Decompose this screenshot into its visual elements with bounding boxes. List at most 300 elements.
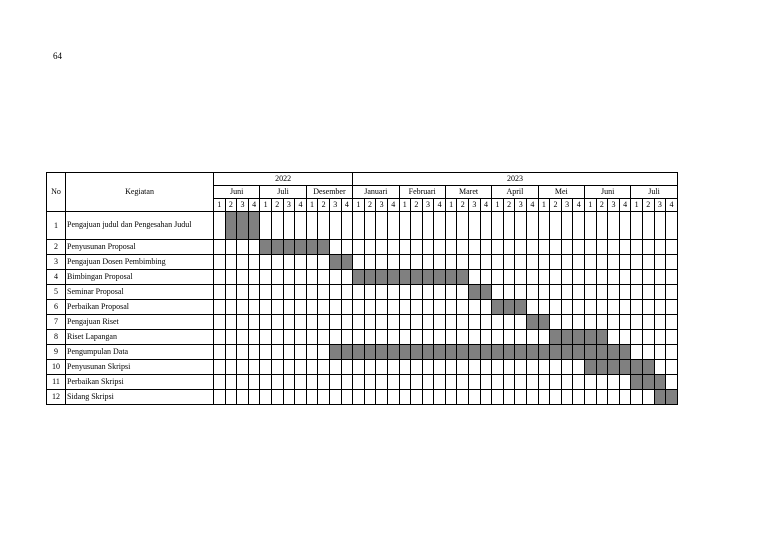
- row-number: 6: [47, 300, 66, 315]
- week-cell: [480, 300, 492, 315]
- week-cell: [295, 330, 307, 345]
- shaded-week-cell: [608, 360, 620, 375]
- week-cell: [225, 270, 237, 285]
- week-cell: [341, 315, 353, 330]
- week-cell: [306, 375, 318, 390]
- week-cell: [434, 285, 446, 300]
- week-cell: [492, 360, 504, 375]
- week-cell: [550, 255, 562, 270]
- week-cell: [318, 300, 330, 315]
- week-cell: [585, 240, 597, 255]
- week-cell: [469, 315, 481, 330]
- week-cell: [248, 330, 260, 345]
- week-header: 4: [527, 199, 539, 212]
- shaded-week-cell: [561, 330, 573, 345]
- shaded-week-cell: [434, 345, 446, 360]
- week-cell: [480, 390, 492, 405]
- row-number: 10: [47, 360, 66, 375]
- week-cell: [225, 375, 237, 390]
- month-header: Desember: [306, 186, 352, 199]
- week-cell: [225, 315, 237, 330]
- week-cell: [608, 300, 620, 315]
- week-header: 1: [214, 199, 226, 212]
- week-cell: [341, 330, 353, 345]
- week-header: 4: [341, 199, 353, 212]
- week-cell: [445, 315, 457, 330]
- week-cell: [260, 285, 272, 300]
- week-cell: [214, 255, 226, 270]
- year-header-row: [47, 173, 678, 186]
- week-cell: [353, 375, 365, 390]
- week-cell: [318, 212, 330, 240]
- shaded-week-cell: [237, 212, 249, 240]
- week-cell: [561, 300, 573, 315]
- week-cell: [376, 390, 388, 405]
- week-cell: [237, 300, 249, 315]
- week-cell: [608, 330, 620, 345]
- week-cell: [214, 285, 226, 300]
- week-cell: [376, 315, 388, 330]
- week-cell: [469, 390, 481, 405]
- week-cell: [619, 240, 631, 255]
- week-header: 1: [399, 199, 411, 212]
- week-cell: [283, 255, 295, 270]
- week-cell: [329, 375, 341, 390]
- week-cell: [376, 375, 388, 390]
- week-cell: [561, 255, 573, 270]
- week-cell: [550, 285, 562, 300]
- week-header: 2: [225, 199, 237, 212]
- week-cell: [248, 315, 260, 330]
- week-cell: [469, 300, 481, 315]
- week-cell: [283, 212, 295, 240]
- week-cell: [642, 285, 654, 300]
- week-cell: [550, 375, 562, 390]
- week-cell: [283, 390, 295, 405]
- week-cell: [457, 285, 469, 300]
- week-cell: [585, 255, 597, 270]
- row-number: 12: [47, 390, 66, 405]
- week-cell: [666, 300, 678, 315]
- shaded-week-cell: [642, 360, 654, 375]
- week-cell: [237, 375, 249, 390]
- shaded-week-cell: [306, 240, 318, 255]
- week-cell: [538, 300, 550, 315]
- shaded-week-cell: [422, 270, 434, 285]
- shaded-week-cell: [631, 375, 643, 390]
- week-cell: [492, 270, 504, 285]
- week-cell: [654, 285, 666, 300]
- week-cell: [329, 270, 341, 285]
- week-cell: [387, 375, 399, 390]
- week-cell: [619, 255, 631, 270]
- col-header-activity: Kegiatan: [66, 173, 214, 212]
- week-cell: [608, 255, 620, 270]
- week-cell: [329, 285, 341, 300]
- week-cell: [631, 240, 643, 255]
- shaded-week-cell: [469, 285, 481, 300]
- table-row: [47, 360, 678, 375]
- week-cell: [631, 255, 643, 270]
- week-cell: [283, 360, 295, 375]
- activity-name: Pengajuan Riset: [66, 315, 214, 330]
- week-cell: [585, 375, 597, 390]
- week-cell: [214, 375, 226, 390]
- week-cell: [434, 255, 446, 270]
- shaded-week-cell: [341, 255, 353, 270]
- table-row: [47, 270, 678, 285]
- shaded-week-cell: [631, 360, 643, 375]
- shaded-week-cell: [573, 345, 585, 360]
- week-cell: [457, 375, 469, 390]
- week-cell: [434, 360, 446, 375]
- shaded-week-cell: [538, 345, 550, 360]
- week-header: 3: [654, 199, 666, 212]
- week-header: 3: [608, 199, 620, 212]
- week-cell: [422, 315, 434, 330]
- row-number: 2: [47, 240, 66, 255]
- week-header: 4: [248, 199, 260, 212]
- week-cell: [411, 315, 423, 330]
- week-header: 3: [283, 199, 295, 212]
- week-cell: [225, 360, 237, 375]
- week-cell: [503, 285, 515, 300]
- week-cell: [527, 300, 539, 315]
- week-cell: [329, 360, 341, 375]
- week-cell: [619, 300, 631, 315]
- week-header: 3: [237, 199, 249, 212]
- week-cell: [561, 315, 573, 330]
- week-cell: [596, 375, 608, 390]
- week-cell: [445, 300, 457, 315]
- week-cell: [561, 390, 573, 405]
- week-cell: [260, 212, 272, 240]
- shaded-week-cell: [619, 345, 631, 360]
- activity-name: Seminar Proposal: [66, 285, 214, 300]
- week-cell: [271, 315, 283, 330]
- year-header: 2023: [353, 173, 678, 186]
- week-cell: [631, 330, 643, 345]
- shaded-week-cell: [654, 375, 666, 390]
- week-cell: [666, 375, 678, 390]
- week-cell: [341, 240, 353, 255]
- row-number: 3: [47, 255, 66, 270]
- month-header: Mei: [538, 186, 584, 199]
- week-cell: [411, 330, 423, 345]
- week-cell: [248, 270, 260, 285]
- week-cell: [283, 315, 295, 330]
- week-cell: [376, 255, 388, 270]
- week-cell: [341, 360, 353, 375]
- week-cell: [283, 270, 295, 285]
- week-cell: [445, 330, 457, 345]
- week-cell: [619, 270, 631, 285]
- week-cell: [422, 255, 434, 270]
- month-header: Maret: [445, 186, 491, 199]
- week-cell: [619, 375, 631, 390]
- week-cell: [538, 390, 550, 405]
- shaded-week-cell: [318, 240, 330, 255]
- week-cell: [457, 390, 469, 405]
- month-header: Juni: [585, 186, 631, 199]
- month-header: April: [492, 186, 538, 199]
- week-cell: [550, 390, 562, 405]
- week-cell: [573, 255, 585, 270]
- week-cell: [329, 390, 341, 405]
- shaded-week-cell: [538, 315, 550, 330]
- week-header: 3: [376, 199, 388, 212]
- shaded-week-cell: [353, 345, 365, 360]
- week-header: 1: [585, 199, 597, 212]
- week-cell: [248, 390, 260, 405]
- week-cell: [480, 270, 492, 285]
- week-cell: [283, 330, 295, 345]
- shaded-week-cell: [364, 345, 376, 360]
- week-cell: [248, 345, 260, 360]
- week-cell: [422, 285, 434, 300]
- week-cell: [434, 330, 446, 345]
- week-cell: [387, 255, 399, 270]
- week-cell: [306, 300, 318, 315]
- week-cell: [260, 360, 272, 375]
- row-number: 5: [47, 285, 66, 300]
- shaded-week-cell: [561, 345, 573, 360]
- week-cell: [318, 345, 330, 360]
- week-cell: [306, 270, 318, 285]
- week-header: 2: [550, 199, 562, 212]
- week-cell: [295, 300, 307, 315]
- week-cell: [329, 212, 341, 240]
- week-cell: [457, 360, 469, 375]
- week-cell: [353, 300, 365, 315]
- week-header: 2: [411, 199, 423, 212]
- shaded-week-cell: [596, 345, 608, 360]
- shaded-week-cell: [573, 330, 585, 345]
- week-cell: [480, 315, 492, 330]
- shaded-week-cell: [457, 270, 469, 285]
- week-cell: [295, 255, 307, 270]
- table-row: [47, 390, 678, 405]
- week-cell: [654, 212, 666, 240]
- week-cell: [445, 375, 457, 390]
- week-cell: [503, 360, 515, 375]
- week-cell: [422, 390, 434, 405]
- week-cell: [341, 285, 353, 300]
- week-cell: [237, 255, 249, 270]
- week-header: 1: [353, 199, 365, 212]
- week-cell: [503, 390, 515, 405]
- week-cell: [399, 390, 411, 405]
- week-cell: [480, 240, 492, 255]
- week-cell: [492, 240, 504, 255]
- week-cell: [596, 300, 608, 315]
- week-cell: [329, 240, 341, 255]
- shaded-week-cell: [515, 345, 527, 360]
- week-cell: [248, 375, 260, 390]
- week-cell: [225, 240, 237, 255]
- week-cell: [271, 375, 283, 390]
- week-cell: [387, 300, 399, 315]
- week-cell: [573, 270, 585, 285]
- shaded-week-cell: [480, 345, 492, 360]
- table-row: [47, 255, 678, 270]
- week-cell: [237, 390, 249, 405]
- week-cell: [341, 390, 353, 405]
- activity-name: Penyusunan Skripsi: [66, 360, 214, 375]
- table-row: [47, 300, 678, 315]
- week-cell: [596, 212, 608, 240]
- week-header: 3: [515, 199, 527, 212]
- week-cell: [225, 330, 237, 345]
- week-header: 2: [318, 199, 330, 212]
- week-cell: [318, 390, 330, 405]
- week-cell: [399, 240, 411, 255]
- week-cell: [237, 345, 249, 360]
- week-cell: [248, 240, 260, 255]
- week-cell: [295, 285, 307, 300]
- week-cell: [469, 270, 481, 285]
- week-header: 3: [422, 199, 434, 212]
- week-header: 2: [364, 199, 376, 212]
- week-cell: [445, 255, 457, 270]
- week-cell: [503, 255, 515, 270]
- table-row: [47, 212, 678, 240]
- activity-name: Penyusunan Proposal: [66, 240, 214, 255]
- week-cell: [271, 255, 283, 270]
- shaded-week-cell: [445, 345, 457, 360]
- shaded-week-cell: [260, 240, 272, 255]
- week-cell: [214, 240, 226, 255]
- week-cell: [248, 255, 260, 270]
- week-cell: [271, 360, 283, 375]
- shaded-week-cell: [387, 270, 399, 285]
- week-cell: [469, 212, 481, 240]
- shaded-week-cell: [248, 212, 260, 240]
- schedule-table: [46, 172, 678, 405]
- week-cell: [480, 212, 492, 240]
- week-cell: [515, 285, 527, 300]
- week-cell: [271, 212, 283, 240]
- week-cell: [353, 330, 365, 345]
- week-cell: [364, 315, 376, 330]
- week-cell: [480, 375, 492, 390]
- activity-name: Bimbingan Proposal: [66, 270, 214, 285]
- week-cell: [411, 360, 423, 375]
- week-cell: [214, 212, 226, 240]
- shaded-week-cell: [480, 285, 492, 300]
- week-cell: [550, 315, 562, 330]
- week-cell: [271, 300, 283, 315]
- shaded-week-cell: [527, 345, 539, 360]
- week-cell: [585, 285, 597, 300]
- week-cell: [527, 270, 539, 285]
- week-header: 4: [295, 199, 307, 212]
- shaded-week-cell: [283, 240, 295, 255]
- week-cell: [260, 255, 272, 270]
- week-cell: [411, 285, 423, 300]
- week-cell: [457, 255, 469, 270]
- week-cell: [666, 315, 678, 330]
- week-cell: [399, 300, 411, 315]
- week-cell: [260, 330, 272, 345]
- week-cell: [503, 330, 515, 345]
- week-cell: [318, 315, 330, 330]
- week-cell: [631, 390, 643, 405]
- week-cell: [654, 270, 666, 285]
- week-cell: [654, 345, 666, 360]
- week-cell: [260, 390, 272, 405]
- activity-name: Pengajuan Dosen Pembimbing: [66, 255, 214, 270]
- week-cell: [503, 270, 515, 285]
- week-header: 3: [329, 199, 341, 212]
- shaded-week-cell: [399, 345, 411, 360]
- shaded-week-cell: [422, 345, 434, 360]
- week-cell: [353, 255, 365, 270]
- week-cell: [469, 240, 481, 255]
- week-cell: [654, 360, 666, 375]
- week-cell: [364, 330, 376, 345]
- week-cell: [573, 390, 585, 405]
- shaded-week-cell: [434, 270, 446, 285]
- week-cell: [538, 375, 550, 390]
- week-cell: [445, 212, 457, 240]
- week-cell: [608, 285, 620, 300]
- week-header: 1: [538, 199, 550, 212]
- week-cell: [445, 390, 457, 405]
- shaded-week-cell: [596, 330, 608, 345]
- week-cell: [631, 285, 643, 300]
- week-cell: [318, 270, 330, 285]
- week-cell: [538, 330, 550, 345]
- week-cell: [527, 330, 539, 345]
- week-cell: [295, 212, 307, 240]
- week-cell: [271, 345, 283, 360]
- activity-name: Pengajuan judul dan Pengesahan Judul: [66, 212, 214, 240]
- week-cell: [399, 315, 411, 330]
- shaded-week-cell: [492, 300, 504, 315]
- week-cell: [329, 300, 341, 315]
- week-cell: [515, 270, 527, 285]
- week-header: 4: [666, 199, 678, 212]
- week-header: 2: [271, 199, 283, 212]
- week-cell: [666, 285, 678, 300]
- week-cell: [283, 345, 295, 360]
- week-cell: [387, 390, 399, 405]
- page-number: 64: [53, 51, 62, 61]
- week-cell: [387, 212, 399, 240]
- week-cell: [492, 285, 504, 300]
- week-cell: [295, 375, 307, 390]
- week-cell: [561, 240, 573, 255]
- week-cell: [306, 360, 318, 375]
- week-cell: [654, 300, 666, 315]
- week-cell: [341, 375, 353, 390]
- week-cell: [573, 240, 585, 255]
- week-cell: [422, 375, 434, 390]
- week-cell: [237, 285, 249, 300]
- week-cell: [376, 240, 388, 255]
- week-cell: [434, 212, 446, 240]
- week-cell: [295, 270, 307, 285]
- week-cell: [399, 285, 411, 300]
- week-header: 1: [631, 199, 643, 212]
- week-cell: [492, 330, 504, 345]
- shaded-week-cell: [642, 375, 654, 390]
- week-cell: [364, 300, 376, 315]
- week-cell: [260, 315, 272, 330]
- week-cell: [527, 360, 539, 375]
- week-cell: [585, 212, 597, 240]
